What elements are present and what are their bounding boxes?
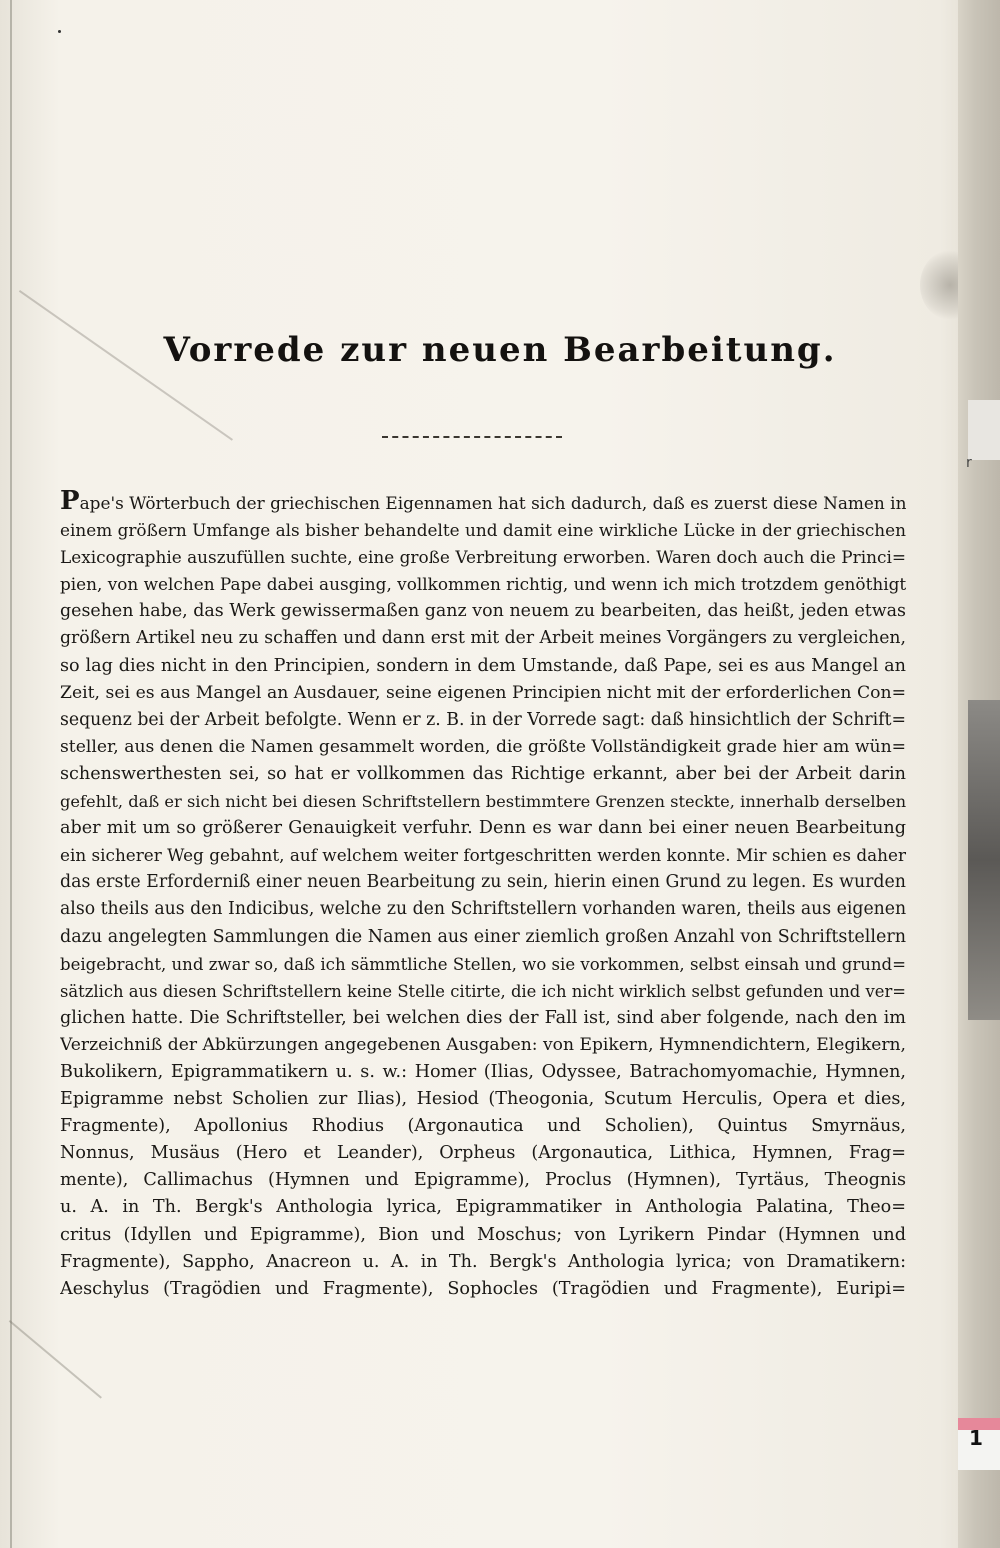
text-line: Verzeichniß der Abkürzungen angegebenen Ausgaben: von Epikern, Hymnendichtern, Elegikern,: [60, 1034, 906, 1055]
text-line: gesehen habe, das Werk gewissermaßen ganz von neuem zu bearbeiten, das heißt, jeden etwas: [60, 601, 906, 622]
text-line: pien, von welchen Pape dabei ausging, vollkommen richtig, und wenn ich mich trotzdem genöthigt: [60, 574, 906, 595]
text-line: Fragmente), Sappho, Anacreon u. A. in Th. Bergk's Anthologia lyrica; von Dramatikern:: [60, 1251, 906, 1272]
text-line: Nonnus, Musäus (Hero et Leander), Orpheus (Argonautica, Lithica, Hymnen, Frag=: [60, 1143, 906, 1164]
bleed-through-text: [40, 50, 940, 320]
text-line: also theils aus den Indicibus, welche zu den Schriftstellern vorhanden waren, theils aus eigenen: [60, 899, 906, 920]
text-line: so lag dies nicht in den Principien, sondern in dem Umstande, daß Pape, sei es aus Mangel an: [60, 655, 906, 676]
text-line: glichen hatte. Die Schriftsteller, bei welchen dies der Fall ist, sind aber folgende, nach den im: [60, 1007, 906, 1028]
text-line: beigebracht, und zwar so, daß ich sämmtliche Stellen, wo sie vorkommen, selbst einsah und grund=: [60, 954, 906, 974]
text-line: einem größern Umfange als bisher behandelte und damit eine wirkliche Lücke in der griechischen: [60, 520, 906, 541]
text-line: Bukolikern, Epigrammatikern u. s. w.: Homer (Ilias, Odyssee, Batrachomyomachie, Hymnen,: [60, 1061, 906, 1082]
text-line: sätzlich aus diesen Schriftstellern keine Stelle citirte, die ich nicht wirklich selbst gefunden und ver=: [60, 981, 906, 1001]
text-line: critus (Idyllen und Epigramme), Bion und Moschus; von Lyrikern Pindar (Hymnen und: [60, 1224, 906, 1245]
scan-background-dark: [968, 700, 1000, 1020]
title-divider: [382, 436, 562, 438]
text-line: Pape's Wörterbuch der griechischen Eigennamen hat sich dadurch, daß es zuerst diese Namen in: [60, 488, 906, 516]
text-line: steller, aus denen die Namen gesammelt worden, die größte Vollständigkeit grade hier am wün=: [60, 736, 906, 757]
text-line: Fragmente), Apollonius Rhodius (Argonautica und Scholien), Quintus Smyrnäus,: [60, 1116, 906, 1137]
preface-body: [60, 488, 906, 1303]
text-line: Epigramme nebst Scholien zur Ilias), Hesiod (Theogonia, Scutum Herculis, Opera et dies,: [60, 1089, 906, 1110]
text-line: sequenz bei der Arbeit befolgte. Wenn er z. B. in der Vorrede sagt: daß hinsichtlich der Schrift=: [60, 709, 906, 730]
scan-background-light: [968, 400, 1000, 460]
ink-speck: [58, 30, 61, 33]
text-line: dazu angelegten Sammlungen die Namen aus einer ziemlich großen Anzahl von Schriftstellern: [60, 926, 906, 947]
text-line: Aeschylus (Tragödien und Fragmente), Sophocles (Tragödien und Fragmente), Euripi=: [60, 1278, 906, 1299]
text-line: größern Artikel neu zu schaffen und dann erst mit der Arbeit meines Vorgängers zu vergleichen,: [60, 628, 906, 649]
text-line: ein sicherer Weg gebahnt, auf welchem weiter fortgeschritten werden konnte. Mir schien es daher: [60, 845, 906, 866]
text-line: u. A. in Th. Bergk's Anthologia lyrica, Epigrammatiker in Anthologia Palatina, Theo=: [60, 1197, 906, 1218]
margin-letter: r: [966, 455, 972, 471]
text-line: aber mit um so größerer Genauigkeit verfuhr. Denn es war dann bei einer neuen Bearbeitung: [60, 818, 906, 839]
page-title: Vorrede zur neuen Bearbeitung.: [163, 330, 837, 370]
text-line: Zeit, sei es aus Mangel an Ausdauer, seine eigenen Principien nicht mit der erforderlichen Con=: [60, 682, 906, 703]
page-left-edge: [10, 0, 12, 1548]
text-line: schenswerthesten sei, so hat er vollkommen das Richtige erkannt, aber bei der Arbeit darin: [60, 763, 906, 784]
text-line: Lexicographie auszufüllen suchte, eine große Verbreitung erworben. Waren doch auch die Princi=: [60, 547, 906, 568]
text-line: das erste Erforderniß einer neuen Bearbeitung zu sein, hierin einen Grund zu legen. Es wurden: [60, 872, 906, 893]
text-line: gefehlt, daß er sich nicht bei diesen Schriftstellern bestimmtere Grenzen steckte, innerhalb derselben: [60, 792, 906, 812]
page-number: 1: [969, 1426, 983, 1450]
text-line: mente), Callimachus (Hymnen und Epigramme), Proclus (Hymnen), Tyrtäus, Theognis: [60, 1170, 906, 1191]
paper-crease-lower: [9, 1320, 102, 1399]
